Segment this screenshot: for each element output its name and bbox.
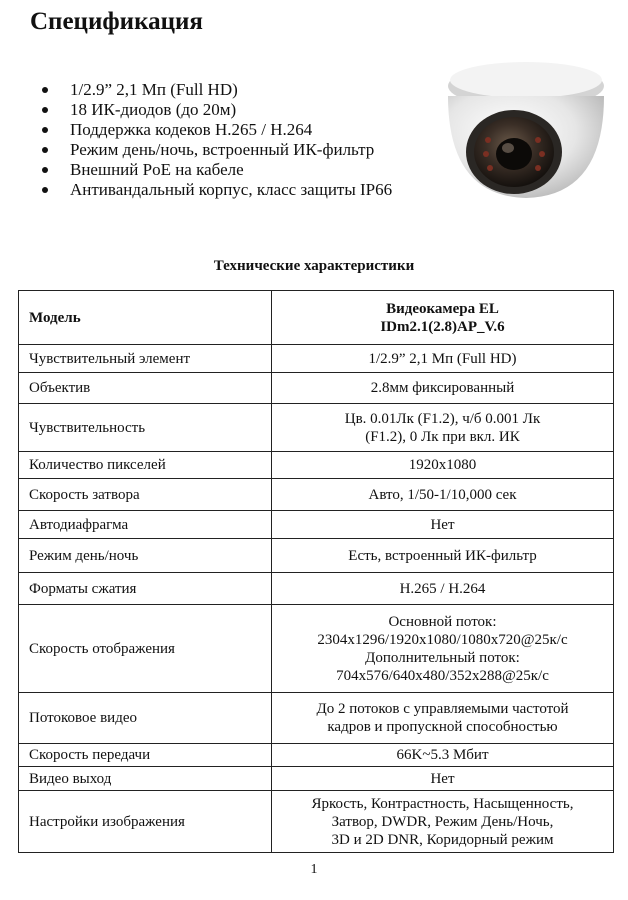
feature-text: Режим день/ночь, встроенный ИК-фильтр: [70, 140, 375, 159]
row-key: Скорость затвора: [19, 479, 272, 511]
row-key: Форматы сжатия: [19, 573, 272, 605]
table-row: [19, 373, 614, 404]
header-key-cell: Модель: [19, 291, 272, 345]
table-title: Технические характеристики: [213, 258, 415, 274]
feature-text: 18 ИК-диодов (до 20м): [70, 100, 237, 119]
feature-text: 1/2.9” 2,1 Мп (Full HD): [70, 80, 238, 99]
table-row: [19, 767, 614, 791]
page-number: 1: [310, 862, 318, 877]
table-row: [19, 479, 614, 511]
feature-text: Антивандальный корпус, класс защиты IP66: [70, 180, 393, 199]
row-key: Автодиафрагма: [19, 511, 272, 539]
row-value: [272, 539, 614, 573]
table-row: [19, 573, 614, 605]
value-line: 704x576/640x480/352x288@25к/с: [336, 667, 549, 684]
value-line: 1/2.9” 2,1 Мп (Full HD): [368, 350, 517, 367]
feature-text: Внешний PoE на кабеле: [70, 160, 244, 179]
row-value: [272, 404, 614, 452]
value-line: Нет: [430, 516, 455, 533]
row-key: Чувствительный элемент: [19, 345, 272, 373]
dome-camera-image: [418, 56, 618, 206]
row-key: Настройки изображения: [19, 791, 272, 853]
row-value: [272, 693, 614, 744]
row-value: [272, 511, 614, 539]
feature-item: [42, 160, 414, 180]
row-key: Объектив: [19, 373, 272, 404]
value-line: 3D и 2D DNR, Коридорный режим: [331, 831, 554, 848]
feature-item: [42, 140, 414, 160]
row-value: [272, 345, 614, 373]
bullet-icon: [42, 127, 48, 133]
table-header-row: [19, 291, 614, 345]
table-row: [19, 693, 614, 744]
table-row: [19, 605, 614, 693]
table-row: [19, 539, 614, 573]
table-row: [19, 452, 614, 479]
row-key: Количество пикселей: [19, 452, 272, 479]
spec-table: [18, 290, 614, 853]
header-value-cell: [272, 291, 614, 345]
value-line: Яркость, Контрастность, Насыщенность,: [311, 795, 574, 812]
bullet-icon: [42, 147, 48, 153]
value-line: H.265 / H.264: [399, 580, 486, 597]
row-value: [272, 605, 614, 693]
row-key: Потоковое видео: [19, 693, 272, 744]
value-line: кадров и пропускной способностью: [327, 719, 558, 735]
row-value: [272, 452, 614, 479]
row-value: [272, 573, 614, 605]
header-value-line: IDm2.1(2.8)AP_V.6: [380, 318, 505, 335]
value-line: Затвор, DWDR, Режим День/Ночь,: [331, 813, 554, 830]
bullet-icon: [42, 87, 48, 93]
value-line: Есть, встроенный ИК-фильтр: [348, 547, 537, 564]
value-line: 1920x1080: [408, 457, 477, 473]
header-value-line: Видеокамера EL: [386, 300, 499, 317]
feature-text: Поддержка кодеков H.265 / H.264: [70, 120, 313, 139]
bullet-icon: [42, 187, 48, 193]
value-line: Цв. 0.01Лк (F1.2), ч/б 0.001 Лк: [344, 410, 541, 427]
value-line: Авто, 1/50-1/10,000 сек: [368, 486, 517, 503]
table-row: [19, 791, 614, 853]
feature-item: [42, 180, 414, 200]
row-value: [272, 744, 614, 767]
table-row: [19, 744, 614, 767]
table-row: [19, 511, 614, 539]
bullet-icon: [42, 167, 48, 173]
page-title: Спецификация: [30, 8, 203, 35]
row-key: Режим день/ночь: [19, 539, 272, 573]
value-line: Нет: [430, 770, 455, 787]
row-value: [272, 373, 614, 404]
feature-list: [42, 80, 414, 200]
row-key: Скорость передачи: [19, 744, 272, 767]
row-key: Видео выход: [19, 767, 272, 791]
table-row: [19, 345, 614, 373]
row-value: [272, 791, 614, 853]
value-line: 2.8мм фиксированный: [370, 380, 515, 396]
value-line: 66K~5.3 Мбит: [396, 747, 489, 763]
row-key: Чувствительность: [19, 404, 272, 452]
table-row: [19, 404, 614, 452]
value-line: До 2 потоков с управляемыми частотой: [316, 701, 569, 717]
feature-item: [42, 80, 414, 100]
row-key: Скорость отображения: [19, 605, 272, 693]
row-value: [272, 479, 614, 511]
value-line: Дополнительный поток:: [365, 649, 520, 666]
bullet-icon: [42, 107, 48, 113]
feature-item: [42, 120, 414, 140]
value-line: (F1.2), 0 Лк при вкл. ИК: [365, 428, 520, 445]
value-line: 2304x1296/1920x1080/1080x720@25к/с: [317, 631, 568, 648]
row-value: [272, 767, 614, 791]
value-line: Основной поток:: [388, 613, 497, 630]
feature-item: [42, 100, 414, 120]
